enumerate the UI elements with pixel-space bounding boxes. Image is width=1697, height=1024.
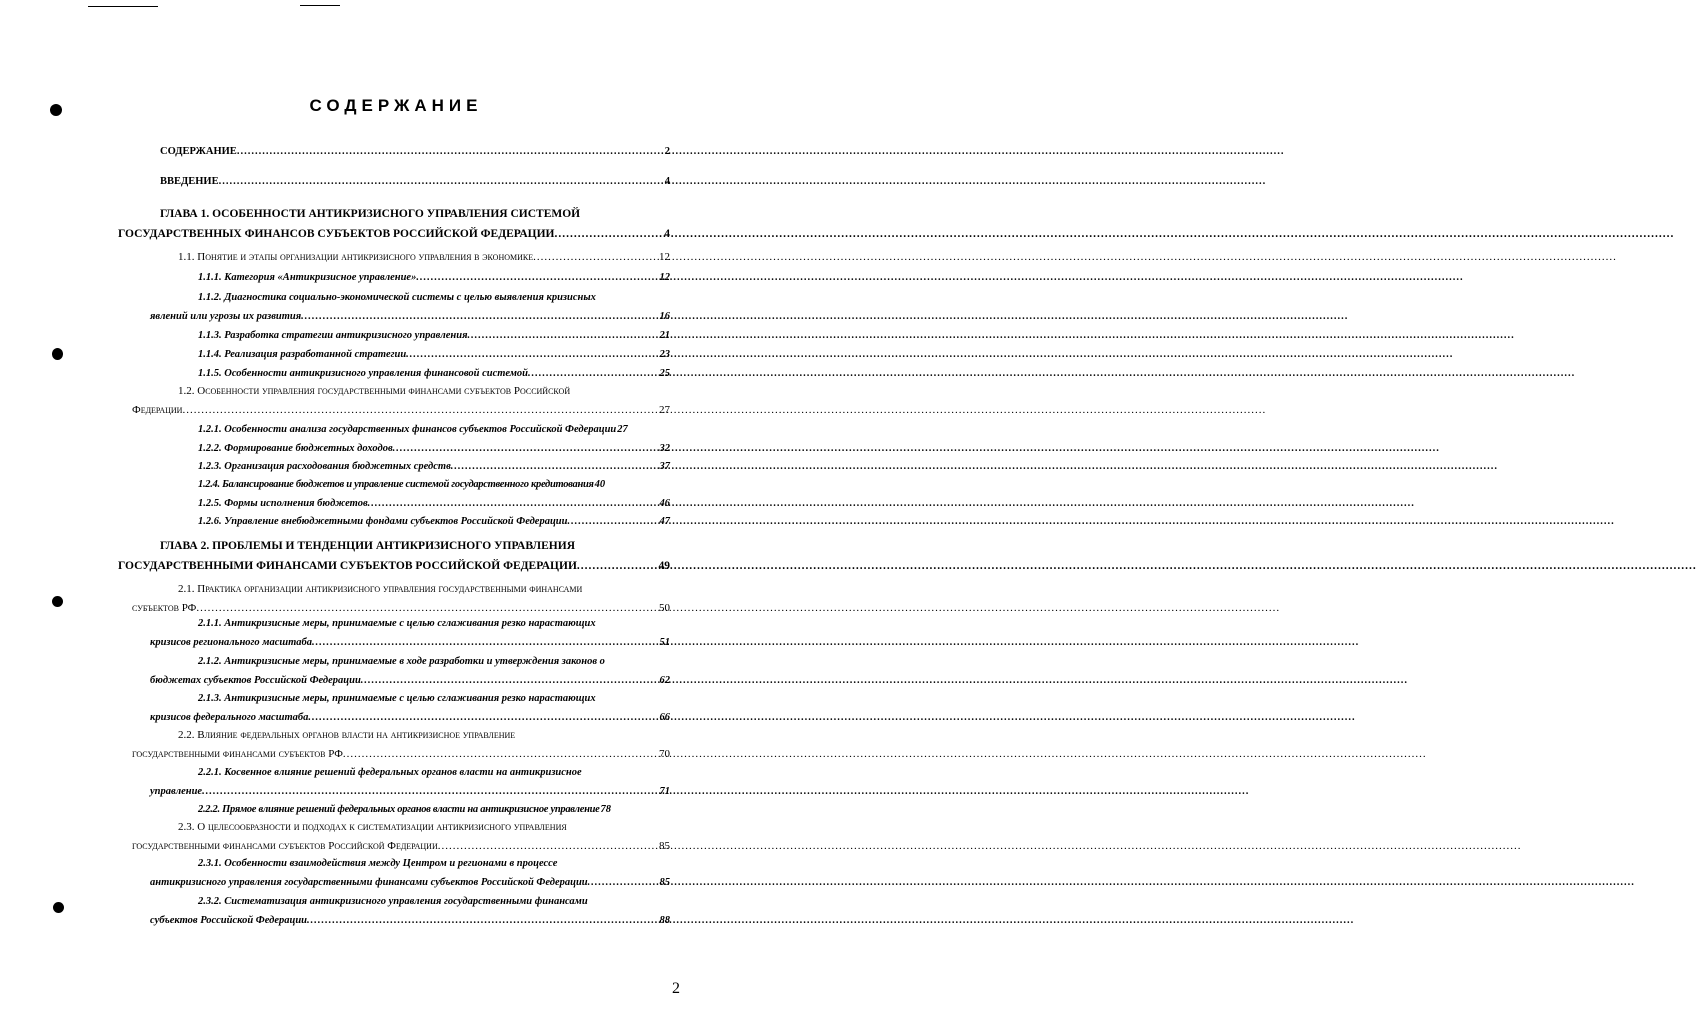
toc-entry-text: 1.1. Понятие и этапы организации антикризисного управления в экономике bbox=[178, 251, 534, 263]
toc-subsection[interactable] bbox=[198, 800, 680, 819]
toc-subsection[interactable] bbox=[150, 689, 670, 727]
toc-entry-text: 2.1.2. Антикризисные меры, принимаемые в ходе разработки и утверждения законов о bbox=[198, 656, 605, 667]
toc-entry-text: 1.2.6. Управление внебюджетными фондами субъектов Российской Федерации bbox=[198, 516, 568, 527]
page-title: СОДЕРЖАНИЕ bbox=[309, 96, 483, 115]
toc-subsection[interactable] bbox=[198, 475, 670, 494]
toc-entry-text: субъектов Российской Федерации bbox=[150, 915, 307, 926]
toc-entry-text: кризисов регионального масштаба bbox=[150, 637, 313, 648]
toc-subsection[interactable] bbox=[198, 268, 670, 287]
toc-entry-page: 12 bbox=[659, 272, 670, 283]
toc-entry-page: 4 bbox=[664, 176, 670, 187]
toc-entry-page: 21 bbox=[659, 330, 670, 341]
toc-subsection[interactable] bbox=[198, 512, 670, 531]
toc-entry-text: 2.1.1. Антикризисные меры, принимаемые с целью сглаживания резко нарастающих bbox=[198, 618, 596, 629]
toc-entry-text: субъектов РФ bbox=[132, 602, 197, 614]
toc-entry-page: 85 bbox=[659, 877, 670, 888]
toc-entry-page: 51 bbox=[659, 637, 670, 648]
toc-chapter[interactable] bbox=[118, 204, 670, 244]
toc-entry-text: 1.2.5. Формы исполнения бюджетов bbox=[198, 498, 368, 509]
toc-entry-page: 62 bbox=[659, 675, 670, 686]
toc-entry-page: 25 bbox=[659, 368, 670, 379]
toc-entry-text: 1.2.2. Формирование бюджетных доходов bbox=[198, 443, 393, 454]
toc-subsection[interactable] bbox=[150, 614, 670, 652]
toc-subsection[interactable] bbox=[150, 763, 670, 801]
toc-entry-text: 2.2.2. Прямое влияние решений федеральных органов власти на антикризисное управление bbox=[198, 804, 600, 815]
toc-subsection[interactable] bbox=[150, 652, 670, 690]
toc-entry-text: 1.2. Особенности управления государственными финансами субъектов Российской bbox=[178, 385, 571, 397]
toc-entry-page: 40 bbox=[594, 479, 606, 490]
toc-entry[interactable] bbox=[160, 172, 670, 191]
toc-entry-text: Федерации bbox=[132, 404, 183, 416]
toc-subsection[interactable] bbox=[198, 326, 670, 345]
punch-hole-mark bbox=[52, 348, 63, 360]
toc-subsection[interactable] bbox=[150, 288, 670, 326]
toc-entry-text: 1.1.4. Реализация разработанной стратегии bbox=[198, 349, 407, 360]
toc-entry-page: 12 bbox=[659, 251, 670, 263]
toc-entry-page: 37 bbox=[659, 461, 670, 472]
toc-entry-page: 2 bbox=[664, 146, 670, 157]
toc-entry-text: 2.3.1. Особенности взаимодействия между Центром и регионами в процессе bbox=[198, 858, 558, 869]
toc-entry-text: 1.2.4. Балансирование бюджетов и управление системой государственного кредитования bbox=[198, 479, 594, 490]
toc-entry-text: управление bbox=[150, 786, 203, 797]
page-number: 2 bbox=[672, 980, 680, 997]
toc-entry-text: 1.2.1. Особенности анализа государственных финансов субъектов Российской Федерации bbox=[198, 424, 617, 435]
toc-section[interactable] bbox=[132, 580, 670, 618]
toc-subsection[interactable] bbox=[198, 345, 670, 364]
toc-entry-page: 85 bbox=[659, 840, 670, 852]
toc-entry-page: 47 bbox=[659, 516, 670, 527]
scan-artifact bbox=[300, 5, 340, 6]
toc-entry-page: 16 bbox=[659, 311, 670, 322]
toc-entry-text: 2.2.1. Косвенное влияние решений федеральных органов власти на антикризисное bbox=[198, 767, 582, 778]
toc-entry-text: 1.1.2. Диагностика социально-экономической системы с целью выявления кризисных bbox=[198, 292, 596, 303]
toc-entry-text: явлений или угрозы их развития bbox=[150, 311, 302, 322]
toc-subsection[interactable] bbox=[198, 420, 670, 439]
toc-entry-text: 2.1.3. Антикризисные меры, принимаемые с целью сглаживания резко нарастающих bbox=[198, 693, 596, 704]
toc-chapter[interactable] bbox=[118, 536, 670, 576]
toc-entry-text: 1.1.3. Разработка стратегии антикризисного управления bbox=[198, 330, 468, 341]
toc-entry-text: бюджетах субъектов Российской Федерации bbox=[150, 675, 361, 686]
toc-section[interactable] bbox=[132, 726, 670, 764]
toc-entry-text: ГОСУДАРСТВЕННЫХ ФИНАНСОВ СУБЪЕКТОВ РОССИЙСКОЙ ФЕДЕРАЦИИ bbox=[118, 228, 555, 240]
toc-entry-text: 2.1. Практика организации антикризисного управления государственными финансами bbox=[178, 583, 583, 595]
punch-hole-mark bbox=[53, 902, 64, 913]
toc-entry-text: 1.1.5. Особенности антикризисного управления финансовой системой bbox=[198, 368, 529, 379]
toc-entry-text: 1.1.1. Категория «Антикризисное управление» bbox=[198, 272, 417, 283]
toc-entry-page: 78 bbox=[600, 804, 612, 815]
toc-subsection[interactable] bbox=[198, 494, 670, 513]
toc-entry-page: 46 bbox=[659, 498, 670, 509]
toc-subsection[interactable] bbox=[198, 457, 670, 476]
toc-subsection[interactable] bbox=[150, 892, 670, 930]
toc-subsection[interactable] bbox=[198, 364, 670, 383]
toc-entry-text: СОДЕРЖАНИЕ bbox=[160, 146, 237, 157]
toc-entry-text: ГОСУДАРСТВЕННЫМИ ФИНАНСАМИ СУБЪЕКТОВ РОССИЙСКОЙ ФЕДЕРАЦИИ bbox=[118, 560, 577, 572]
toc-entry-page: 27 bbox=[659, 404, 670, 416]
toc-entry-page: 49 bbox=[658, 560, 670, 572]
toc-subsection[interactable] bbox=[150, 854, 670, 892]
toc-entry-page: 66 bbox=[659, 712, 670, 723]
toc-section[interactable] bbox=[178, 248, 670, 267]
toc-subsection[interactable] bbox=[198, 439, 670, 458]
toc-entry-page: 23 bbox=[659, 349, 670, 360]
toc-entry-text: ГЛАВА 1. ОСОБЕННОСТИ АНТИКРИЗИСНОГО УПРАВЛЕНИЯ СИСТЕМОЙ bbox=[160, 208, 581, 220]
toc-entry-text: кризисов федерального масштаба bbox=[150, 712, 309, 723]
toc-entry-page: 4 bbox=[664, 228, 670, 240]
toc-entry-page: 71 bbox=[659, 786, 670, 797]
punch-hole-mark bbox=[52, 596, 63, 607]
toc-entry-text: государственными финансами субъектов РФ bbox=[132, 748, 343, 760]
toc-entry-page: 70 bbox=[659, 748, 670, 760]
toc-entry-page: 32 bbox=[659, 443, 670, 454]
toc-entry-text: 1.2.3. Организация расходования бюджетных средств bbox=[198, 461, 451, 472]
toc-entry-text: ВВЕДЕНИЕ bbox=[160, 176, 219, 187]
toc-entry-page: 88 bbox=[659, 915, 670, 926]
toc-entry-page: 50 bbox=[659, 602, 670, 614]
toc-section[interactable] bbox=[132, 382, 670, 420]
toc-entry[interactable] bbox=[160, 142, 670, 161]
toc-entry-text: государственными финансами субъектов Российской Федерации bbox=[132, 840, 438, 852]
scan-artifact bbox=[88, 6, 158, 7]
toc-entry-text: ГЛАВА 2. ПРОБЛЕМЫ И ТЕНДЕНЦИИ АНТИКРИЗИСНОГО УПРАВЛЕНИЯ bbox=[160, 540, 575, 552]
toc-entry-text: 2.3.2. Систематизация антикризисного управления государственными финансами bbox=[198, 896, 588, 907]
toc-section[interactable] bbox=[132, 818, 670, 856]
toc-entry-text: антикризисного управления государственными финансами субъектов Российской Федерации bbox=[150, 877, 588, 888]
toc-entry-page: 27 bbox=[617, 424, 628, 435]
toc-entry-text: 2.3. О целесообразности и подходах к систематизации антикризисного управления bbox=[178, 821, 567, 833]
toc-entry-text: 2.2. Влияние федеральных органов власти на антикризисное управление bbox=[178, 729, 516, 741]
